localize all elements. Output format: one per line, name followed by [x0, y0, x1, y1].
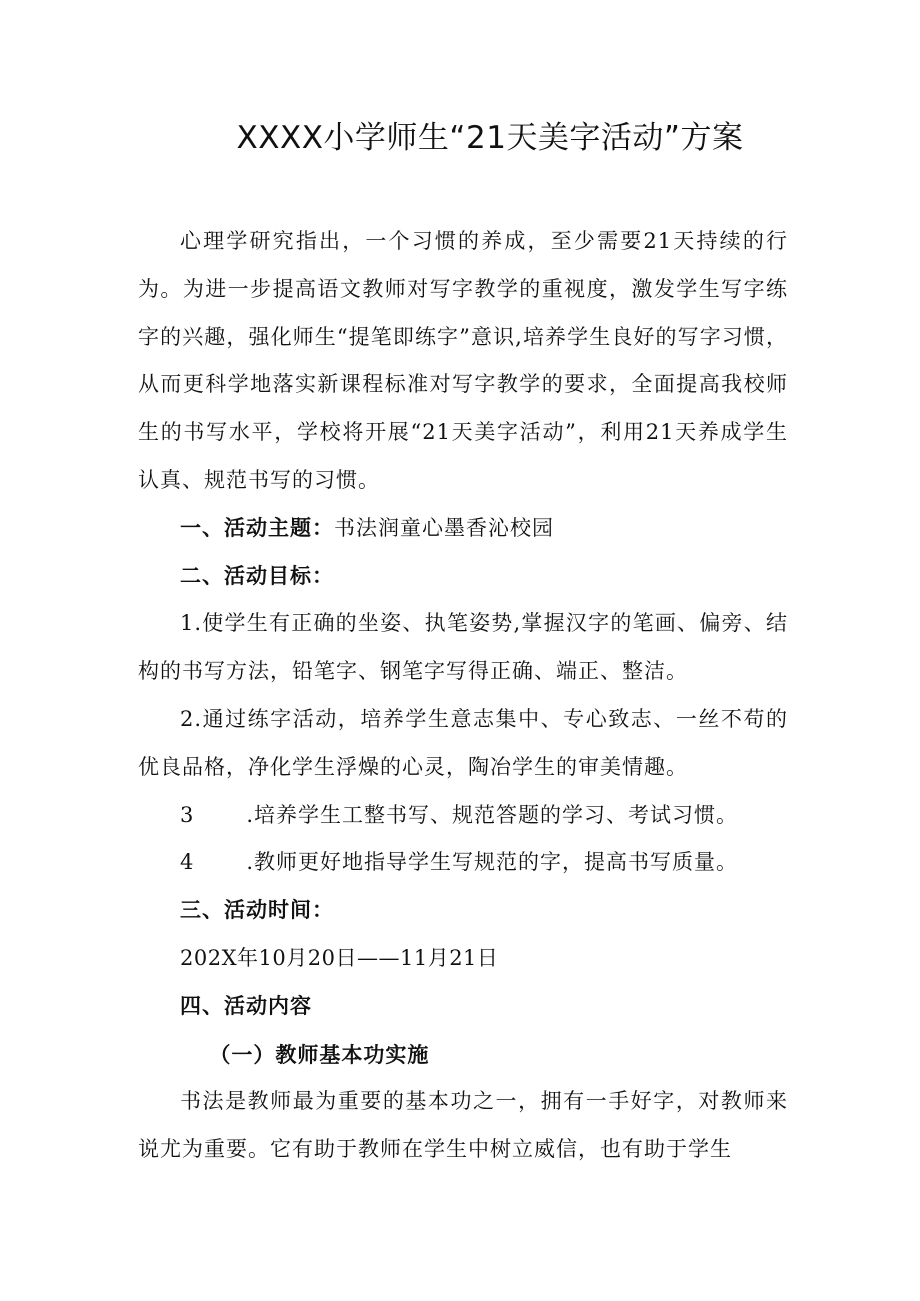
goal-number: 4: [180, 850, 195, 875]
section-theme: [138, 505, 788, 553]
goal-number: 2: [180, 706, 195, 731]
goal-number: 1: [180, 611, 195, 636]
goal-item-4: [138, 839, 788, 887]
section-theme-value: 书法润童心墨香沁校园: [334, 515, 554, 540]
section-content-heading: 四、活动内容: [180, 993, 312, 1018]
document-title: XXXX小学师生“21天美字活动”方案: [236, 120, 744, 156]
intro-paragraph: 心理学研究指出，一个习惯的养成，至少需要21天持续的行为。为进一步提高语文教师对写字教学的重视度，激发学生写字练字的兴趣，强化师生“提笔即练字”意识,培养学生良好的写字习惯，从而更科学地落实新课程标准对写字教学的要求，全面提高我校师生的书写水平，学校将开展“21天美字活动”，利用21天养成学生认真、规范书写的习惯。: [138, 229, 788, 492]
section-goals-heading: 二、活动目标：: [180, 563, 334, 588]
goal-text: .使学生有正确的坐姿、执笔姿势,掌握汉字的笔画、偏旁、结构的书写方法，铅笔字、钢笔字写得正确、端正、整洁。: [138, 611, 788, 684]
goal-number: 3: [180, 802, 195, 827]
section-theme-heading: 一、活动主题：: [180, 515, 334, 540]
subsection-teacher-skills: （一）教师基本功实施: [209, 1041, 430, 1067]
goal-text: .培养学生工整书写、规范答题的学习、考试习惯。: [246, 802, 739, 827]
goal-item-1: [138, 600, 788, 696]
document-body: [138, 218, 788, 1174]
goal-item-2: [138, 696, 788, 792]
goal-text: .教师更好地指导学生写规范的字，提高书写质量。: [246, 850, 739, 875]
section-time-value: 202X年10月20日——11月21日: [180, 945, 499, 970]
goal-item-3: [138, 792, 788, 840]
section-time-heading: 三、活动时间：: [180, 898, 334, 923]
content-paragraph: 书法是教师最为重要的基本功之一，拥有一手好字，对教师来说尤为重要。它有助于教师在学生中树立威信，也有助于学生: [138, 1089, 788, 1162]
goal-text: .通过练字活动，培养学生意志集中、专心致志、一丝不苟的优良品格，净化学生浮燥的心灵，陶冶学生的审美情趣。: [138, 706, 788, 779]
